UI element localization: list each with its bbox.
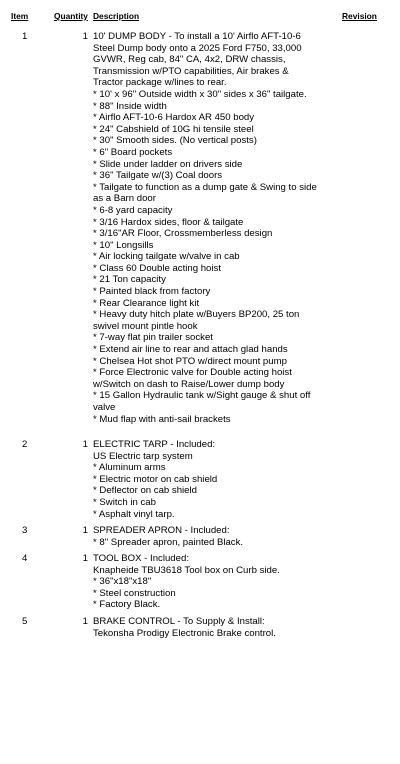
description-line: * Mud flap with anti-sail brackets xyxy=(93,413,231,425)
description-line: * 3/16"AR Floor, Crossmemberless design xyxy=(93,228,273,240)
item-description xyxy=(93,616,345,639)
description-line: * 7-way flat pin trailer socket xyxy=(93,332,213,344)
item-description xyxy=(93,525,345,548)
description-line: * 8" Spreader apron, painted Black. xyxy=(93,536,244,548)
description-line: Transmission w/PTO capabilities, Air brakes & xyxy=(93,65,289,77)
description-line: * Steel construction xyxy=(93,587,176,599)
item-quantity: 1 xyxy=(82,616,88,627)
description-line: * 88" Inside width xyxy=(93,100,167,112)
column-header-quantity: Quantity xyxy=(54,11,88,21)
description-line: * 10' x 96" Outside width x 30" sides x 36" tailgate. xyxy=(93,88,307,100)
column-header-revision: Revision xyxy=(342,11,377,21)
description-line: * 6" Board pockets xyxy=(93,146,173,158)
description-line: * Factory Black. xyxy=(93,599,161,611)
description-line: * 24" Cabshield of 10G hi tensile steel xyxy=(93,123,254,135)
item-description xyxy=(93,439,345,520)
description-line: w/Switch on dash to Raise/Lower dump body xyxy=(93,378,285,390)
description-line: * Air locking tailgate w/valve in cab xyxy=(93,251,240,263)
description-line: 10' DUMP BODY - To install a 10' Airflo AFT-10-6 xyxy=(93,31,301,42)
description-line: swivel mount pintle hook xyxy=(93,320,198,332)
item-quantity: 1 xyxy=(82,439,88,450)
item-quantity: 1 xyxy=(82,553,88,564)
description-line: * Electric motor on cab shield xyxy=(93,473,218,485)
item-quantity: 1 xyxy=(82,31,88,42)
description-line: * Chelsea Hot shot PTO w/direct mount pump xyxy=(93,355,287,367)
description-line: US Electric tarp system xyxy=(93,450,193,462)
column-header-item: Item xyxy=(11,11,29,21)
description-line: * Aluminum arms xyxy=(93,462,166,474)
item-number: 1 xyxy=(22,31,28,42)
description-line: * Slide under ladder on drivers side xyxy=(93,158,243,170)
description-line: Tractor package w/lines to rear. xyxy=(93,77,227,89)
description-line: * Tailgate to function as a dump gate & Swing to side xyxy=(93,181,317,193)
description-line: * 15 Gallon Hydraulic tank w/Sight gauge & shut off xyxy=(93,390,311,402)
description-line: ELECTRIC TARP - Included: xyxy=(93,439,216,450)
description-line: * Force Electronic valve for Double acting hoist xyxy=(93,367,292,379)
column-header-description: Description xyxy=(93,11,140,21)
description-line: * Airflo AFT-10-6 Hardox AR 450 body xyxy=(93,112,255,124)
item-number: 2 xyxy=(22,439,28,450)
description-line: * 3/16 Hardox sides, floor & tailgate xyxy=(93,216,244,228)
description-line: TOOL BOX - Included: xyxy=(93,553,189,564)
description-line: Steel Dump body onto a 2025 Ford F750, 33,000 xyxy=(93,42,302,54)
description-line: * 36" Tailgate w/(3) Coal doors xyxy=(93,170,223,182)
description-line: * Asphalt vinyl tarp. xyxy=(93,508,175,520)
item-description xyxy=(93,553,345,611)
description-line: BRAKE CONTROL - To Supply & Install: xyxy=(93,616,265,627)
description-line: * Extend air line to rear and attach glad hands xyxy=(93,344,288,356)
description-line: as a Barn door xyxy=(93,193,156,205)
description-line: * Switch in cab xyxy=(93,496,156,508)
description-line: GVWR, Reg cab, 84" CA, 4x2, DRW chassis, xyxy=(93,54,286,66)
description-line: * Class 60 Double acting hoist xyxy=(93,262,221,274)
description-line: * 21 Ton capacity xyxy=(93,274,166,286)
description-line: * 36"x18"x18" xyxy=(93,576,152,588)
item-description xyxy=(93,31,345,425)
description-line: * 6-8 yard capacity xyxy=(93,204,173,216)
description-line: * 10" Longsills xyxy=(93,239,154,251)
description-line: * Painted black from factory xyxy=(93,286,211,298)
item-number: 3 xyxy=(22,525,28,536)
item-number: 4 xyxy=(22,553,28,564)
description-line: * Deflector on cab shield xyxy=(93,485,197,497)
item-quantity: 1 xyxy=(82,525,88,536)
description-line: * Rear Clearance light kit xyxy=(93,297,200,309)
item-number: 5 xyxy=(22,616,28,627)
description-line: * Heavy duty hitch plate w/Buyers BP200, 25 ton xyxy=(93,309,300,321)
description-line: Tekonsha Prodigy Electronic Brake control. xyxy=(93,627,276,639)
description-line: Knapheide TBU3618 Tool box on Curb side. xyxy=(93,564,280,576)
description-line: valve xyxy=(93,402,116,413)
description-line: * 30" Smooth sides. (No vertical posts) xyxy=(93,135,257,147)
description-line: SPREADER APRON - Included: xyxy=(93,525,230,536)
